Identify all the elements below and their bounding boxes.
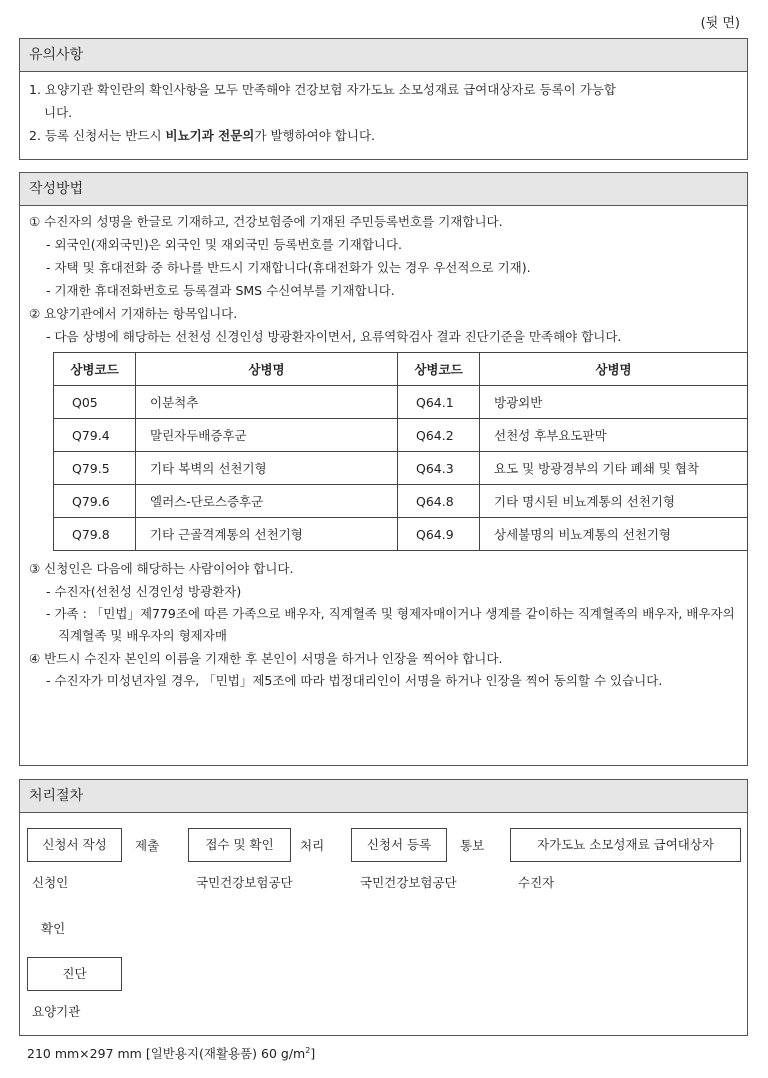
table-cell-code: Q64.3 — [398, 452, 480, 485]
table-cell-code: Q79.5 — [54, 452, 136, 485]
howto-section — [19, 172, 748, 766]
flow-arrow-process: 처리 — [300, 838, 325, 853]
table-cell-code: Q64.1 — [398, 386, 480, 419]
flow-actor-nhis-1: 국민건강보험공단 — [196, 875, 293, 890]
howto-step-1a: - 외국인(재외국민)은 외국인 및 재외국민 등록번호를 기재합니다. — [46, 237, 403, 252]
notes-item-1-cont: 니다. — [44, 105, 73, 120]
flow-actor-patient: 수진자 — [518, 875, 555, 890]
table-cell-name: 이분척추 — [136, 386, 398, 419]
table-cell-name: 상세불명의 비뇨계통의 선천기형 — [480, 518, 748, 551]
table-row — [54, 452, 748, 485]
notes-item-2-pre: 2. 등록 신청서는 반드시 — [29, 128, 166, 143]
flow-box-receipt: 접수 및 확인 — [188, 828, 291, 862]
flow-box-registration: 신청서 등록 — [351, 828, 447, 862]
table-cell-code: Q05 — [54, 386, 136, 419]
howto-step-2a: - 다음 상병에 해당하는 선천성 신경인성 방광환자이면서, 요류역학검사 결과 진단기준을 만족해야 합니다. — [46, 329, 622, 344]
howto-step-1: ① 수진자의 성명을 한글로 기재하고, 건강보험증에 기재된 주민등록번호를 기재합니다. — [29, 214, 503, 229]
table-row — [54, 518, 748, 551]
howto-step-2: ② 요양기관에서 기재하는 항목입니다. — [29, 306, 238, 321]
flow-arrow-confirm: 확인 — [41, 921, 66, 936]
table-cell-name: 방광외반 — [480, 386, 748, 419]
howto-step-3b: - 가족 : 「민법」제779조에 따른 가족으로 배우자, 직계혈족 및 형제자매이거나 생계를 같이하는 직계혈족의 배우자, 배우자의 직계혈족 및 배우자의 형제자매 — [46, 606, 735, 643]
table-row — [54, 386, 748, 419]
flow-box-beneficiary: 자가도뇨 소모성재료 급여대상자 — [510, 828, 741, 862]
table-header-cell: 상병코드 — [54, 353, 136, 386]
paper-spec-sup: 2 — [305, 1045, 311, 1055]
process-flow — [20, 813, 747, 1036]
process-title: 처리절차 — [20, 780, 747, 813]
flow-actor-nhis-2: 국민건강보험공단 — [360, 875, 457, 890]
disease-code-table — [53, 352, 748, 551]
table-row — [54, 485, 748, 518]
table-cell-name: 기타 근골격계통의 선천기형 — [136, 518, 398, 551]
notes-item-2-bold: 비뇨기과 전문의 — [165, 128, 255, 143]
table-cell-code: Q64.9 — [398, 518, 480, 551]
flow-arrow-notify: 통보 — [460, 838, 485, 853]
table-cell-code: Q64.8 — [398, 485, 480, 518]
notes-item-2-post: 가 발행하여야 합니다. — [254, 128, 375, 143]
howto-step-1b: - 자택 및 휴대전화 중 하나를 반드시 기재합니다(휴대전화가 있는 경우 우선적으로 기재). — [46, 260, 531, 275]
paper-spec-text: 210 mm×297 mm [일반용지(재활용품) 60 g/m — [27, 1046, 306, 1061]
notes-item-1: 1. 요양기관 확인란의 확인사항을 모두 만족해야 건강보험 자가도뇨 소모성재료 급여대상자로 등록이 가능합 — [29, 82, 616, 97]
table-cell-code: Q64.2 — [398, 419, 480, 452]
howto-step-3a: - 수진자(선천성 신경인성 방광환자) — [46, 584, 242, 599]
table-header-row — [54, 353, 748, 386]
table-header-cell: 상병코드 — [398, 353, 480, 386]
table-cell-code: Q79.8 — [54, 518, 136, 551]
page-side-label: (뒷 면) — [700, 16, 740, 31]
paper-spec-close: ] — [310, 1046, 316, 1061]
table-cell-name: 선천성 후부요도판막 — [480, 419, 748, 452]
table-header-cell: 상병명 — [480, 353, 748, 386]
flow-actor-institution: 요양기관 — [32, 1004, 81, 1019]
table-cell-name: 엘러스-단로스증후군 — [136, 485, 398, 518]
notes-section — [19, 38, 748, 160]
flow-arrow-submit: 제출 — [135, 838, 160, 853]
flow-actor-applicant: 신청인 — [32, 875, 69, 890]
paper-spec-footer — [27, 1044, 315, 1062]
howto-step-1c: - 기재한 휴대전화번호로 등록결과 SMS 수신여부를 기재합니다. — [46, 283, 395, 298]
howto-step-4: ④ 반드시 수진자 본인의 이름을 기재한 후 본인이 서명을 하거나 인장을 찍어야 합니다. — [29, 651, 503, 666]
table-cell-name: 말린자두배증후군 — [136, 419, 398, 452]
notes-item-2 — [29, 124, 738, 147]
table-cell-code: Q79.6 — [54, 485, 136, 518]
howto-step-4a: - 수진자가 미성년자일 경우, 「민법」제5조에 따라 법정대리인이 서명을 하거나 인장을 찍어 동의할 수 있습니다. — [46, 673, 663, 688]
notes-title: 유의사항 — [20, 39, 747, 72]
table-header-cell: 상병명 — [136, 353, 398, 386]
table-cell-name: 기타 명시된 비뇨계통의 선천기형 — [480, 485, 748, 518]
table-cell-name: 요도 및 방광경부의 기타 폐쇄 및 협착 — [480, 452, 748, 485]
table-cell-code: Q79.4 — [54, 419, 136, 452]
table-cell-name: 기타 복벽의 선천기형 — [136, 452, 398, 485]
flow-box-diagnosis: 진단 — [27, 957, 122, 991]
process-section — [19, 779, 748, 1036]
howto-title: 작성방법 — [20, 173, 747, 206]
table-row — [54, 419, 748, 452]
howto-step-3: ③ 신청인은 다음에 해당하는 사람이어야 합니다. — [29, 561, 294, 576]
flow-box-application: 신청서 작성 — [27, 828, 122, 862]
